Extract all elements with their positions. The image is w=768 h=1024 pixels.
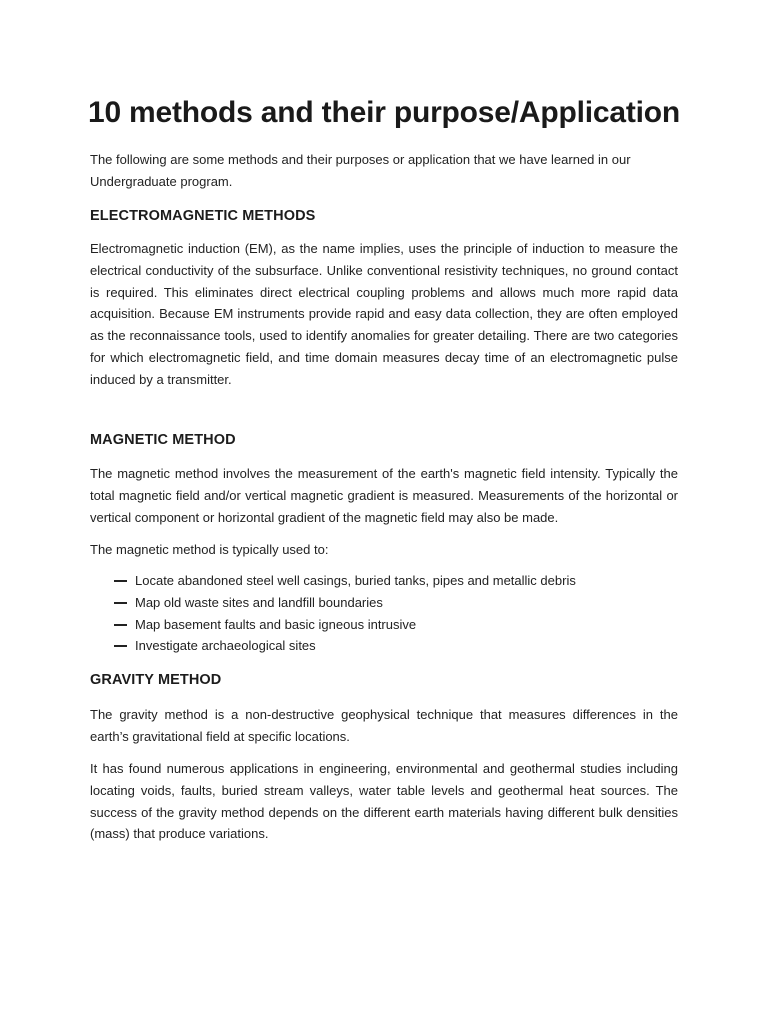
dash-bullet-icon xyxy=(114,624,127,626)
list-item xyxy=(90,592,678,614)
section-gravity-body-2 xyxy=(90,758,678,845)
paragraph: The gravity method is a non-destructive geophysical technique that measures differences in the earth’s gravitational field at specific locations. xyxy=(90,707,678,744)
page-title: 10 methods and their purpose/Application xyxy=(87,96,681,129)
paragraph: It has found numerous applications in engineering, environmental and geothermal studies including locating voids, faults, buried stream valleys, water table levels and geothermal heat sources. The success of the gravity method depends on the different earth materials having different bulk densities (mass) that produce variations. xyxy=(90,761,678,842)
section-heading: GRAVITY METHOD xyxy=(90,672,222,688)
intro-block xyxy=(90,149,678,193)
list-item-text: Investigate archaeological sites xyxy=(135,638,316,654)
list-item-text: Locate abandoned steel well casings, buried tanks, pipes and metallic debris xyxy=(135,573,576,588)
section-gravity-body xyxy=(90,704,678,748)
list-item-text: Map old waste sites and landfill boundaries xyxy=(135,594,383,610)
dash-bullet-icon xyxy=(114,645,127,647)
dash-bullet-icon xyxy=(114,602,127,604)
section-heading: MAGNETIC METHOD xyxy=(90,432,236,448)
section-magnetic-body xyxy=(90,463,678,528)
paragraph: The magnetic method is typically used to: xyxy=(90,542,329,557)
paragraph: Electromagnetic induction (EM), as the name implies, uses the principle of induction to measure the electrical conductivity of the subsurface. Unlike conventional resistivity techniques, no ground contact is required. This eliminates direct electrical coupling problems and allows much more rapid data acquisition. Because EM instruments provide rapid and easy data collection, they are often employed as the reconnaissance tools, used to identify anomalies for greater detailing. There are two categories for which electromagnetic field, and time domain measures decay time of an electromagnetic pulse induced by a transmitter. xyxy=(90,241,678,387)
section-electromagnetic-body xyxy=(90,238,678,391)
section-heading: ELECTROMAGNETIC METHODS xyxy=(90,208,316,224)
magnetic-uses-list xyxy=(90,570,678,657)
section-electromagnetic xyxy=(90,206,678,226)
list-item xyxy=(90,635,678,657)
intro-paragraph: The following are some methods and their purposes or application that we have learned in our Undergraduate program. xyxy=(90,152,631,189)
dash-bullet-icon xyxy=(114,580,127,582)
paragraph: The magnetic method involves the measurement of the earth's magnetic field intensity. Typically the total magnetic field and/or vertical magnetic gradient is measured. Measurements of the horizontal or vertical component or horizontal gradient of the magnetic field may also be made. xyxy=(90,466,678,525)
section-gravity xyxy=(90,670,678,690)
section-magnetic xyxy=(90,430,678,450)
list-item xyxy=(90,570,678,592)
list-item xyxy=(90,614,678,636)
list-item-text: Map basement faults and basic igneous intrusive xyxy=(135,616,417,632)
section-magnetic-lead xyxy=(90,539,678,561)
